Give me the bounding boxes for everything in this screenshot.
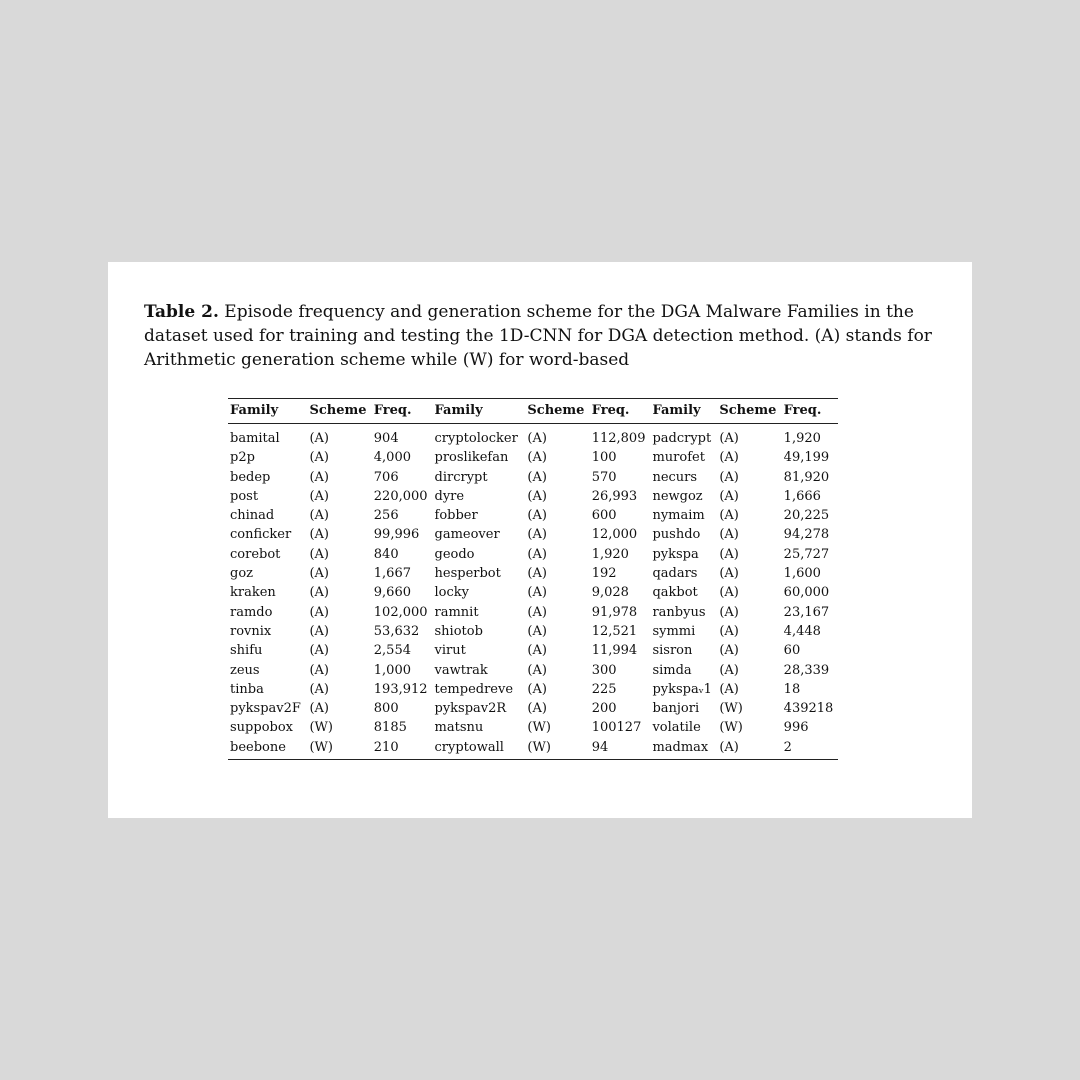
table-row	[228, 641, 838, 660]
table-cell: 28,339	[783, 662, 830, 678]
table-cell: p2p	[230, 450, 255, 466]
table-cell: 1,666	[783, 488, 821, 504]
table-cell: 60	[783, 643, 801, 659]
table-cell: (A)	[527, 662, 547, 678]
table-cell: 200	[591, 701, 617, 717]
table-cell: simda	[652, 662, 692, 678]
table-cell: (W)	[527, 720, 551, 736]
table-cell: shifu	[230, 643, 263, 659]
paper-page	[108, 262, 972, 818]
table-cell: madmax	[652, 739, 709, 755]
table-cell: (A)	[719, 585, 739, 601]
table-cell: (W)	[309, 720, 333, 736]
table-cell: (A)	[527, 488, 547, 504]
table-cell: ramdo	[230, 604, 273, 620]
table-cell: (A)	[309, 546, 329, 562]
table-cell: necurs	[652, 469, 698, 485]
table-cell: (A)	[719, 450, 739, 466]
column-header: Family	[230, 403, 279, 418]
column-header: Scheme	[527, 403, 585, 418]
table-row	[228, 506, 838, 525]
table-cell: pykspaᵥ1	[652, 681, 712, 697]
table-cell: 25,727	[783, 546, 830, 562]
column-header: Family	[434, 403, 483, 418]
table-cell: suppobox	[230, 720, 293, 736]
table-cell: chinad	[230, 508, 275, 524]
table-row	[228, 622, 838, 641]
table-cell: (A)	[309, 585, 329, 601]
table-cell: shiotob	[434, 623, 483, 639]
column-header: Scheme	[719, 403, 777, 418]
table-cell: (A)	[719, 527, 739, 543]
table-cell: (A)	[309, 469, 329, 485]
table-cell: bedep	[230, 469, 271, 485]
table-cell: qadars	[652, 566, 698, 582]
table-cell: hesperbot	[434, 566, 501, 582]
table-cell: (A)	[527, 681, 547, 697]
table-cell: newgoz	[652, 488, 703, 504]
table-row	[228, 468, 838, 487]
table-row	[228, 699, 838, 718]
table-cell: 12,000	[591, 527, 638, 543]
table-cell: (A)	[719, 681, 739, 697]
table-cell: banjori	[652, 701, 700, 717]
table-cell: (A)	[527, 546, 547, 562]
table-cell: (A)	[309, 488, 329, 504]
table-cell: 4,448	[783, 623, 821, 639]
table-cell: 256	[373, 508, 399, 524]
table-cell: corebot	[230, 546, 281, 562]
table-cell: 8185	[373, 720, 407, 736]
table-cell: (A)	[527, 701, 547, 717]
table-cell: (A)	[309, 623, 329, 639]
table-cell: 1,000	[373, 662, 411, 678]
table-cell: matsnu	[434, 720, 484, 736]
table-cell: padcrypt	[652, 431, 712, 446]
table-cell: (A)	[719, 643, 739, 659]
column-header: Freq.	[591, 403, 630, 418]
table-row	[228, 525, 838, 544]
table-cell: bamital	[230, 431, 280, 446]
table-cell: (W)	[719, 720, 743, 736]
table-cell: kraken	[230, 585, 276, 601]
table-cell: (A)	[309, 508, 329, 524]
table-cell: 81,920	[783, 469, 830, 485]
table-cell: 100	[591, 450, 617, 466]
table-cell: (A)	[527, 469, 547, 485]
table-cell: 706	[373, 469, 399, 485]
table-cell: (A)	[309, 450, 329, 466]
table-cell: 94	[591, 739, 609, 755]
table-cell: pykspav2F	[230, 701, 301, 717]
column-header: Scheme	[309, 403, 367, 418]
table-cell: 300	[591, 662, 617, 678]
table-cell: vawtrak	[434, 662, 488, 678]
table-cell: 49,199	[783, 450, 830, 466]
table-cell: 2,554	[373, 643, 411, 659]
table-cell: 11,994	[591, 643, 638, 659]
table-cell: (A)	[309, 604, 329, 620]
table-cell: (A)	[719, 566, 739, 582]
table-cell: symmi	[652, 623, 696, 639]
table-cell: (A)	[527, 508, 547, 524]
table-cell: (W)	[309, 739, 333, 755]
table-cell: (A)	[527, 585, 547, 601]
table-cell: (A)	[527, 566, 547, 582]
table-cell: (A)	[309, 527, 329, 543]
table-cell: 1,920	[783, 431, 821, 446]
table-cell: nymaim	[652, 508, 705, 524]
table-cell: (A)	[309, 681, 329, 697]
table-cell: conficker	[230, 527, 292, 543]
table-cell: 904	[373, 431, 399, 446]
table-cell: zeus	[230, 662, 260, 678]
table-cell: (A)	[719, 469, 739, 485]
column-header: Freq.	[373, 403, 412, 418]
table-cell: 94,278	[783, 527, 830, 543]
table-cell: (A)	[309, 566, 329, 582]
table-cell: rovnix	[230, 623, 272, 639]
table-cell: murofet	[652, 450, 705, 466]
table-cell: 996	[783, 720, 809, 736]
table-cell: dircrypt	[434, 469, 488, 485]
table-cell: 112,809	[591, 431, 646, 446]
table-cell: (A)	[719, 546, 739, 562]
table-cell: 26,993	[591, 488, 638, 504]
table-cell: proslikefan	[434, 450, 509, 466]
table-cell: 102,000	[373, 604, 428, 620]
table-cell: (A)	[719, 739, 739, 755]
table-cell: (A)	[527, 604, 547, 620]
dga-families-table	[228, 398, 838, 760]
table-cell: cryptowall	[434, 739, 504, 755]
column-header: Freq.	[783, 403, 822, 418]
table-row	[228, 487, 838, 506]
table-row	[228, 545, 838, 564]
table-cell: 439218	[783, 701, 834, 717]
table-cell: (A)	[309, 431, 329, 446]
table-cell: (A)	[719, 431, 739, 446]
table-cell: pykspa	[652, 546, 699, 562]
table-row	[228, 448, 838, 467]
table-cell: 12,521	[591, 623, 638, 639]
table-cell: (A)	[527, 431, 547, 446]
table-cell: cryptolocker	[434, 431, 518, 446]
table-cell: post	[230, 488, 259, 504]
table-cell: 800	[373, 701, 399, 717]
table-caption-label: Table 2.	[144, 302, 219, 322]
table-row	[228, 680, 838, 699]
table-cell: ramnit	[434, 604, 479, 620]
table-cell: 99,996	[373, 527, 420, 543]
table-cell: 100127	[591, 720, 642, 736]
table-cell: 193,912	[373, 681, 428, 697]
table-body	[228, 424, 838, 760]
table-cell: pykspav2R	[434, 701, 507, 717]
table-cell: goz	[230, 566, 253, 582]
table-cell: 220,000	[373, 488, 428, 504]
table-cell: pushdo	[652, 527, 701, 543]
table-cell: qakbot	[652, 585, 698, 601]
table-cell: 4,000	[373, 450, 411, 466]
table-cell: (A)	[309, 701, 329, 717]
table-cell: 570	[591, 469, 617, 485]
table-cell: (A)	[527, 623, 547, 639]
table-cell: ranbyus	[652, 604, 706, 620]
table-cell: 1,667	[373, 566, 411, 582]
table-cell: 60,000	[783, 585, 830, 601]
table-cell: 210	[373, 739, 399, 755]
table-cell: beebone	[230, 739, 286, 755]
table-cell: 192	[591, 566, 617, 582]
table-row	[228, 564, 838, 583]
table-row	[228, 603, 838, 622]
table-cell: fobber	[434, 508, 478, 524]
table-cell: (A)	[719, 604, 739, 620]
table-cell: (W)	[527, 739, 551, 755]
table-cell: (A)	[309, 643, 329, 659]
table-cell: (A)	[527, 450, 547, 466]
table-caption	[144, 300, 936, 372]
table-cell: (A)	[719, 508, 739, 524]
table-cell: 840	[373, 546, 399, 562]
table-cell: 600	[591, 508, 617, 524]
table-cell: (A)	[719, 662, 739, 678]
table-cell: 20,225	[783, 508, 830, 524]
table-cell: locky	[434, 585, 470, 601]
table-cell: (A)	[527, 527, 547, 543]
table-cell: 91,978	[591, 604, 638, 620]
table-cell: volatile	[652, 720, 701, 736]
table-cell: tinba	[230, 681, 264, 697]
table-row	[228, 424, 838, 449]
table-container	[228, 398, 838, 760]
table-cell: 9,660	[373, 585, 411, 601]
table-cell: 2	[783, 739, 792, 755]
table-cell: tempedreve	[434, 681, 514, 697]
table-header	[228, 399, 838, 424]
table-cell: (W)	[719, 701, 743, 717]
table-row	[228, 738, 838, 760]
table-row	[228, 661, 838, 680]
table-cell: (A)	[527, 643, 547, 659]
table-cell: sisron	[652, 643, 693, 659]
table-cell: 1,600	[783, 566, 821, 582]
table-caption-text: Episode frequency and generation scheme for the DGA Malware Families in the dataset used for training and testing the 1D-CNN for DGA detection method. (A) stands for Arithmetic generation scheme while (W) for word-based	[144, 302, 932, 370]
table-cell: 1,920	[591, 546, 629, 562]
table-cell: (A)	[719, 488, 739, 504]
table-cell: geodo	[434, 546, 475, 562]
table-row	[228, 718, 838, 737]
table-cell: dyre	[434, 488, 465, 504]
table-header-row	[228, 399, 838, 424]
column-header: Family	[652, 403, 701, 418]
table-cell: gameover	[434, 527, 500, 543]
table-cell: 9,028	[591, 585, 629, 601]
table-cell: (A)	[309, 662, 329, 678]
table-cell: 225	[591, 681, 617, 697]
table-cell: 18	[783, 681, 801, 697]
table-cell: (A)	[719, 623, 739, 639]
table-cell: virut	[434, 643, 466, 659]
table-row	[228, 583, 838, 602]
table-cell: 23,167	[783, 604, 830, 620]
table-cell: 53,632	[373, 623, 420, 639]
